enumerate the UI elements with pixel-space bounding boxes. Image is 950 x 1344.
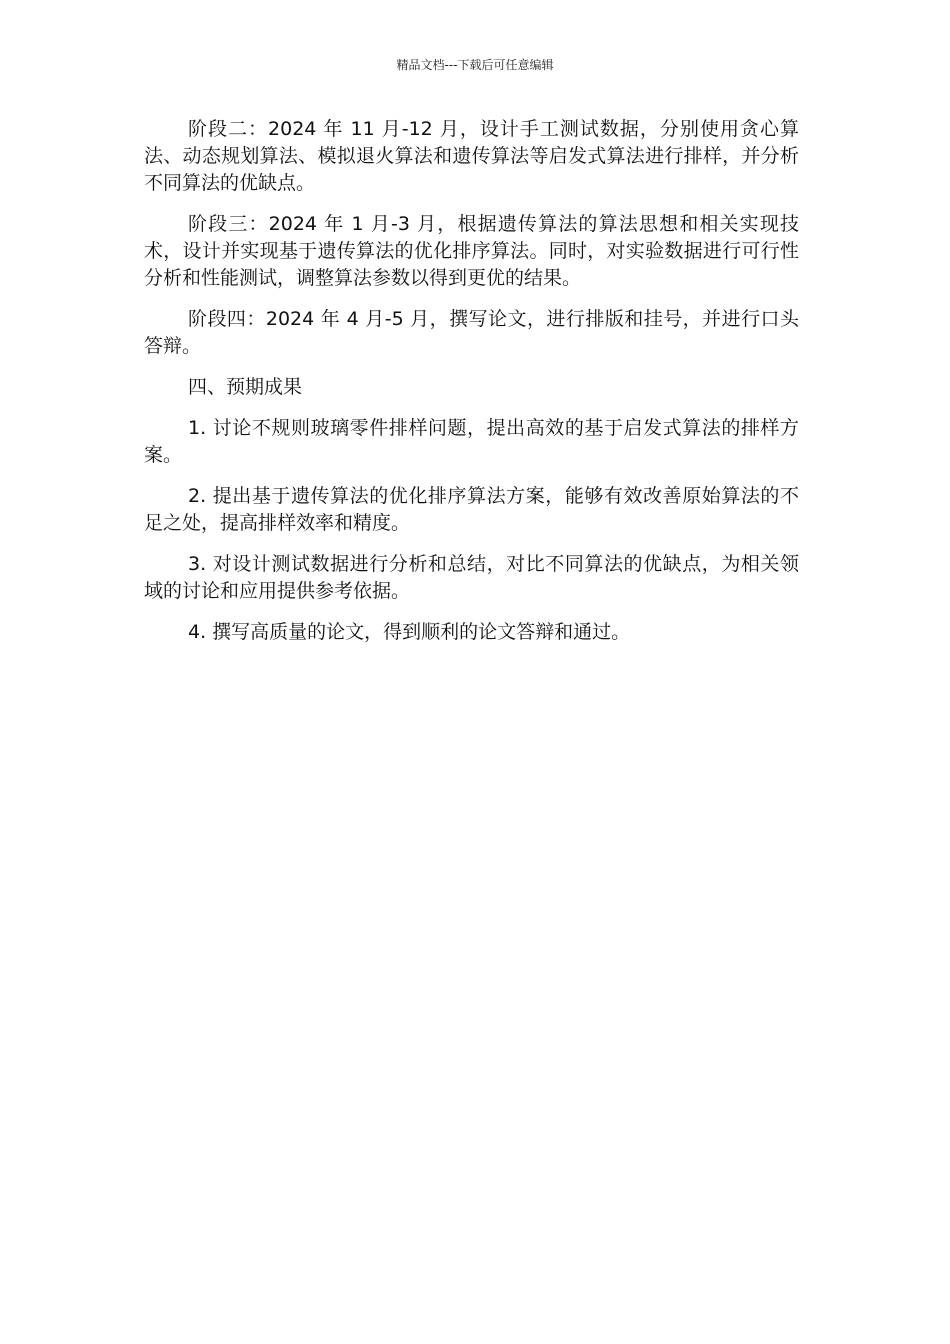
list-item-result-3: 3. 对设计测试数据进行分析和总结，对比不同算法的优缺点，为相关领域的讨论和应用提供参考依据。 [144, 553, 799, 602]
paragraph-stage-four: 阶段四：2024 年 4 月-5 月，撰写论文，进行排版和挂号，并进行口头答辩。 [144, 308, 799, 357]
list-item-result-2: 2. 提出基于遗传算法的优化排序算法方案，能够有效改善原始算法的不足之处，提高排样效率和精度。 [144, 485, 799, 534]
paragraph-stage-two: 阶段二：2024 年 11 月-12 月，设计手工测试数据，分别使用贪心算法、动态规划算法、模拟退火算法和遗传算法等启发式算法进行排样，并分析不同算法的优缺点。 [144, 118, 799, 194]
list-item-result-4: 4. 撰写高质量的论文，得到顺利的论文答辩和通过。 [188, 621, 631, 643]
paragraph-stage-three: 阶段三：2024 年 1 月-3 月，根据遗传算法的算法思想和相关实现技术，设计并实现基于遗传算法的优化排序算法。同时，对实验数据进行可行性分析和性能测试，调整算法参数以得到更优的结果。 [144, 213, 799, 289]
page-header: 精品文档---下载后可任意编辑 [396, 58, 554, 72]
list-item-result-1: 1. 讨论不规则玻璃零件排样问题，提出高效的基于启发式算法的排样方案。 [144, 417, 799, 466]
section-heading-expected-results: 四、预期成果 [188, 376, 303, 398]
document-body [144, 116, 799, 660]
